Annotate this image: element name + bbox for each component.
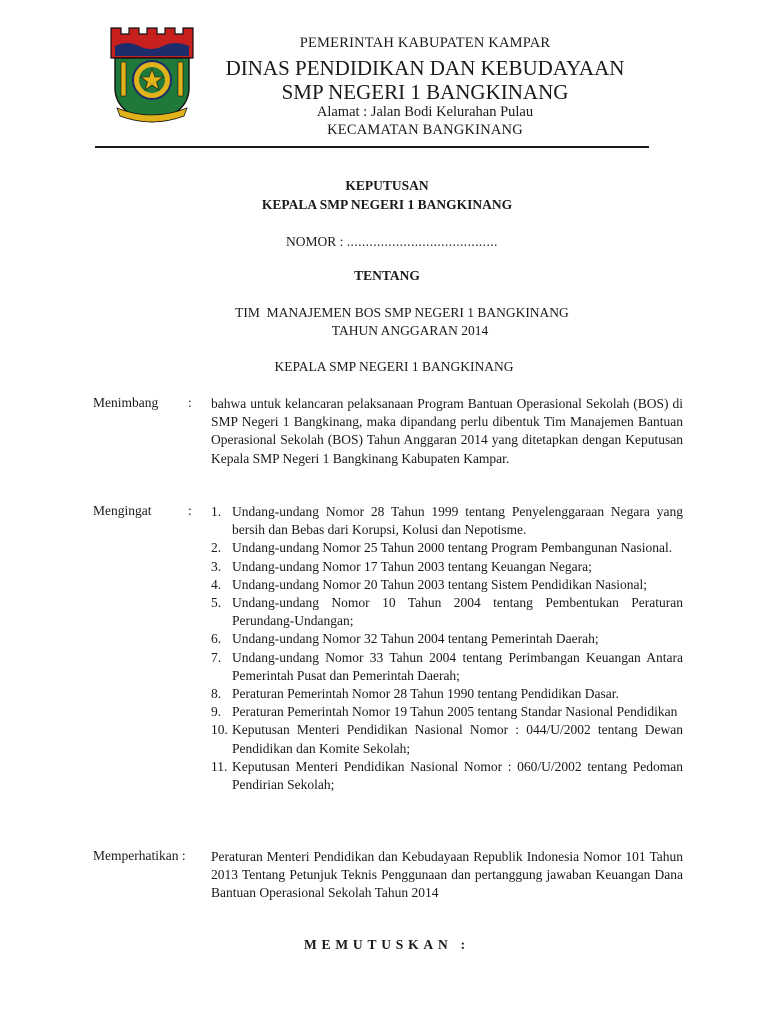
list-item-number: 11. <box>211 758 228 774</box>
menimbang-label: Menimbang <box>93 395 159 410</box>
list-item-text: Peraturan Pemerintah Nomor 28 Tahun 1990 tentang Pendidikan Dasar. <box>232 686 619 702</box>
subject-line-2: TAHUN ANGGARAN 2014 <box>331 323 489 338</box>
header-address: Alamat : Jalan Bodi Kelurahan Pulau <box>316 104 534 120</box>
title-tentang: TENTANG <box>354 268 420 283</box>
list-item <box>211 539 683 557</box>
list-item-number: 4. <box>211 576 222 592</box>
header-government: PEMERINTAH KABUPATEN KAMPAR <box>299 35 551 51</box>
title-kepala-repeat: KEPALA SMP NEGERI 1 BANGKINANG <box>274 359 514 374</box>
list-item-number: 8. <box>211 686 222 702</box>
list-item <box>211 503 683 539</box>
list-item-number: 5. <box>211 595 222 611</box>
mengingat-list <box>211 503 683 794</box>
menimbang-text: bahwa untuk kelancaran pelaksanaan Program Bantuan Operasional Sekolah (BOS) di SMP Negeri 1 Bangkinang, maka dipandang perlu dibentuk Tim Manajemen Bantuan Operasional Sekolah (BOS) Tahun Anggaran 2014 yang ditetapkan dengan Keputusan Kepala SMP Negeri 1 Bangkinang Kabupaten Kampar. <box>211 396 683 466</box>
list-item-number: 2. <box>211 540 222 556</box>
mengingat-colon: : <box>188 503 192 518</box>
list-item <box>211 721 683 757</box>
list-item-text: Undang-undang Nomor 10 Tahun 2004 tentang Pembentukan Peraturan Perundang-Undangan; <box>232 595 683 629</box>
list-item-number: 7. <box>211 649 222 665</box>
list-item-text: Keputusan Menteri Pendidikan Nasional Nomor : 044/U/2002 tentang Dewan Pendidikan dan Komite Sekolah; <box>232 722 683 756</box>
address-value: Jalan Bodi Kelurahan Pulau <box>370 104 534 120</box>
address-label: Alamat <box>316 104 360 120</box>
mengingat-label: Mengingat <box>93 503 152 518</box>
list-item-number: 3. <box>211 558 222 574</box>
header-agency: DINAS PENDIDIKAN DAN KEBUDAYAAN <box>225 56 625 80</box>
subject-line-1: TIM MANAJEMEN BOS SMP NEGERI 1 BANGKINANG <box>235 305 569 320</box>
menimbang-colon: : <box>188 395 192 410</box>
list-item-text: Undang-undang Nomor 32 Tahun 2004 tentang Pemerintah Daerah; <box>232 631 599 647</box>
list-item <box>211 576 683 594</box>
memperhatikan-label: Memperhatikan : <box>93 848 186 863</box>
memutuskan-heading: MEMUTUSKAN : <box>304 937 470 952</box>
kampar-emblem-logo <box>107 24 197 124</box>
memperhatikan-text: Peraturan Menteri Pendidikan dan Kebudayaan Republik Indonesia Nomor 101 Tahun 2013 Tentang Petunjuk Teknis Penggunaan dan pertanggung jawaban Keuangan Dana Bantuan Operasional Sekolah Tahun 2014 <box>211 849 683 901</box>
nomor-label: NOMOR : <box>286 234 344 249</box>
list-item-number: 9. <box>211 704 222 720</box>
list-item-text: Undang-undang Nomor 28 Tahun 1999 tentang Penyelenggaraan Negara yang bersih dan Bebas dari Korupsi, Kolusi dan Nepotisme. <box>232 504 683 538</box>
list-item <box>211 630 683 648</box>
title-keputusan: KEPUTUSAN <box>345 178 429 193</box>
list-item <box>211 758 683 794</box>
list-item-number: 1. <box>211 504 222 519</box>
list-item-number: 6. <box>211 631 222 647</box>
list-item <box>211 685 683 703</box>
list-item <box>211 649 683 685</box>
header-district: KECAMATAN BANGKINANG <box>327 122 523 138</box>
list-item-text: Undang-undang Nomor 17 Tahun 2003 tentang Keuangan Negara; <box>232 558 592 574</box>
header-divider <box>95 146 649 148</box>
list-item-number: 10. <box>211 722 228 738</box>
list-item-text: Undang-undang Nomor 20 Tahun 2003 tentang Sistem Pendidikan Nasional; <box>232 576 647 592</box>
title-kepala: KEPALA SMP NEGERI 1 BANGKINANG <box>261 197 513 212</box>
list-item-text: Undang-undang Nomor 33 Tahun 2004 tentang Perimbangan Keuangan Antara Pemerintah Pusat dan Pemerintah Daerah; <box>232 649 683 683</box>
list-item-text: Keputusan Menteri Pendidikan Nasional Nomor : 060/U/2002 tentang Pedoman Pendirian Sekolah; <box>232 758 683 793</box>
list-item <box>211 594 683 630</box>
header-school: SMP NEGERI 1 BANGKINANG <box>281 80 569 104</box>
list-item-text: Undang-undang Nomor 25 Tahun 2000 tentang Program Pembangunan Nasional. <box>232 540 673 556</box>
list-item-text: Peraturan Pemerintah Nomor 19 Tahun 2005 tentang Standar Nasional Pendidikan <box>232 704 678 720</box>
list-item <box>211 558 683 576</box>
nomor-line <box>286 234 498 250</box>
nomor-value: ........................................ <box>346 234 498 249</box>
list-item <box>211 703 683 721</box>
